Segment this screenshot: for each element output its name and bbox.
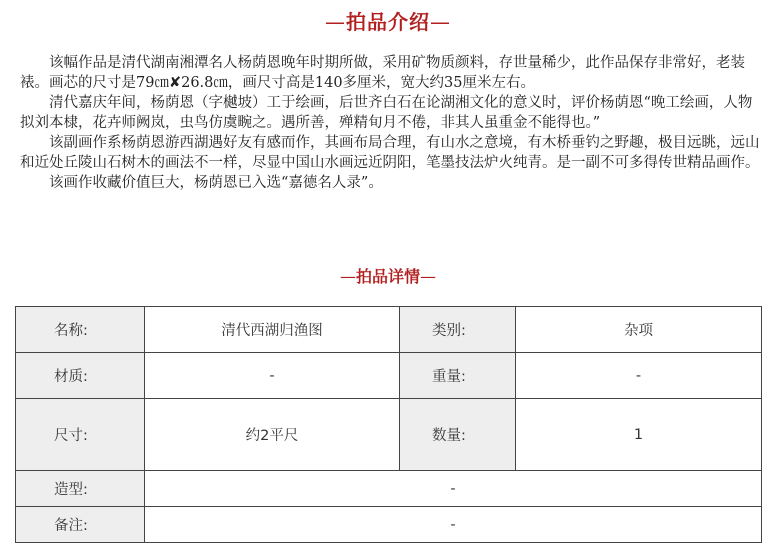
intro-title (0, 6, 776, 35)
intro-text (20, 53, 760, 193)
table-row (16, 399, 762, 471)
category-label: 类别: (400, 307, 516, 353)
note-value: - (145, 507, 762, 543)
table-row (16, 471, 762, 507)
size-value: 约2平尺 (145, 399, 400, 471)
detail-title-text: 拍品详情 (355, 267, 420, 286)
intro-paragraph: 该副画作系杨荫恩游西湖遇好友有感而作，其画布局合理，有山水之意境，有木桥垂钓之野趣，极目远眺，远山和近处丘陵山石树木的画法不一样，尽显中国山水画远近阴阳，笔墨技法炉火纯青。是一副不可多得传世精品画作。 (20, 135, 760, 171)
material-value: - (145, 353, 400, 399)
weight-value: - (516, 353, 762, 399)
name-label: 名称: (16, 307, 145, 353)
table-row (16, 507, 762, 543)
intro-paragraph: 清代嘉庆年间，杨荫恩（字樾坡）工于绘画，后世齐白石在论湖湘文化的意义时，评价杨荫恩“晚工绘画，人物拟刘本棣，花卉师阙岚，虫鸟仿虞畹之。遇所善，殚精旬月不倦，非其人虽重金不能得也。” (20, 95, 753, 131)
table-row (16, 307, 762, 353)
table-row (16, 353, 762, 399)
material-label: 材质: (16, 353, 145, 399)
quantity-value: 1 (516, 399, 762, 471)
name-value: 清代西湖归渔图 (145, 307, 400, 353)
title-dash-left: — (325, 10, 346, 34)
title-dash-right: — (420, 267, 436, 286)
detail-table (15, 306, 762, 543)
intro-title-text: 拍品介绍 (346, 10, 430, 34)
quantity-label: 数量: (400, 399, 516, 471)
shape-value: - (145, 471, 762, 507)
weight-label: 重量: (400, 353, 516, 399)
title-dash-right: — (430, 10, 451, 34)
category-value: 杂项 (516, 307, 762, 353)
size-label: 尺寸: (16, 399, 145, 471)
shape-label: 造型: (16, 471, 145, 507)
detail-title (0, 264, 776, 287)
intro-paragraph: 该幅作品是清代湖南湘潭名人杨荫恩晚年时期所做，采用矿物质颜料，存世量稀少，此作品保存非常好，老装裱。画芯的尺寸是79㎝✘26.8㎝，画尺寸高是140多厘米，宽大约35厘米左右。 (20, 55, 745, 91)
intro-paragraph: 该画作收藏价值巨大，杨荫恩已入选“嘉德名人录”。 (49, 175, 383, 191)
title-dash-left: — (339, 267, 356, 286)
note-label: 备注: (16, 507, 145, 543)
